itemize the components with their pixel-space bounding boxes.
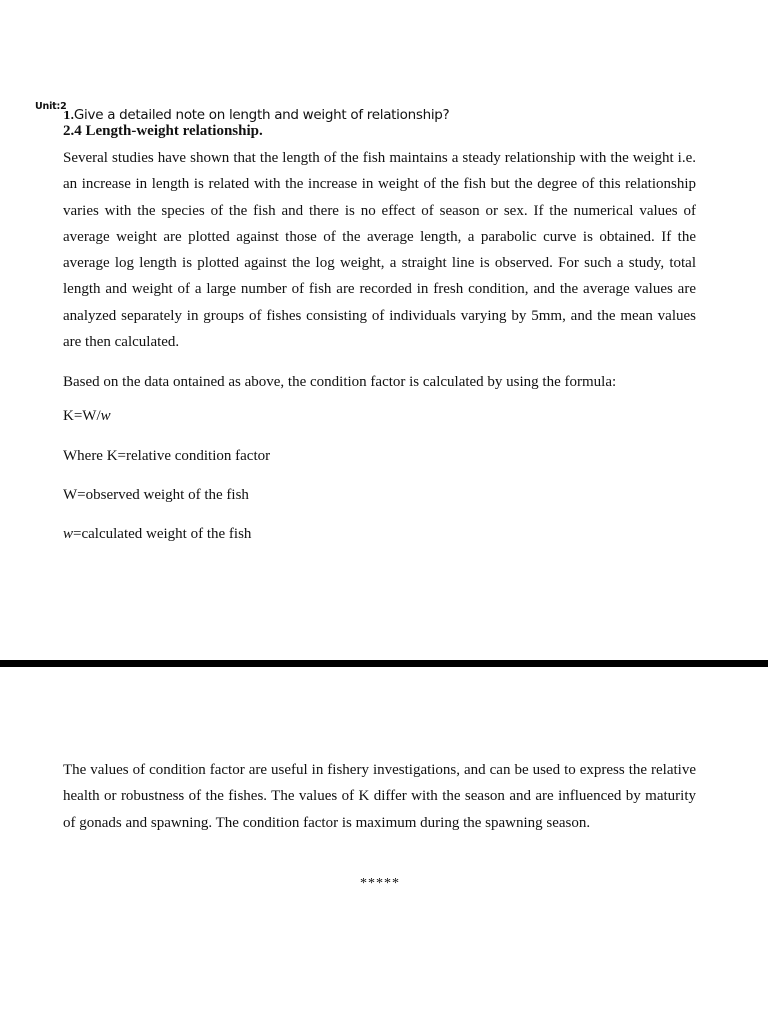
page-break-divider: [0, 660, 768, 667]
section-heading: 2.4 Length-weight relationship.: [63, 123, 263, 139]
calculated-weight-text: =calculated weight of the fish: [73, 526, 252, 542]
definition-calculated-weight: [63, 526, 251, 543]
end-of-section-marker: *****: [360, 876, 400, 891]
formula-lhs: K=W/: [63, 408, 101, 424]
definition-k: Where K=relative condition factor: [63, 448, 271, 464]
condition-factor-formula: [63, 408, 111, 425]
paragraph-condition-factor-intro: Based on the data ontained as above, the condition factor is calculated by using the formula:: [63, 374, 617, 390]
question-text: Give a detailed note on length and weight of relationship?: [73, 107, 450, 123]
question-heading: [63, 107, 449, 123]
paragraph-condition-factor-values: The values of condition factor are useful in fishery investigations, and can be used to express the relative health or robustness of the fishes. The values of K differ with the season and are influenced by maturity of gonads and spawning. The condition factor is maximum during the spawning season.: [63, 762, 696, 831]
question-number: 1.: [63, 109, 74, 122]
definition-observed-weight: W=observed weight of the fish: [63, 487, 249, 503]
formula-italic-w: w: [100, 408, 111, 424]
paragraph-length-weight: Several studies have shown that the length of the fish maintains a steady relationship with the weight i.e. an increase in length is related with the increase in weight of the fish but the degree of this relationship varies with the species of the fish and there is no effect of season or sex. If the numerical values of average weight are plotted against those of the average length, a parabolic curve is obtained. If the average log length is plotted against the log weight, a straight line is observed. For such a study, total length and weight of a large number of fish are recorded in fresh condition, and the average values are analyzed separately in groups of fishes consisting of individuals varying by 5mm, and the mean values are then calculated.: [63, 150, 696, 351]
calculated-weight-symbol: w: [63, 526, 74, 542]
unit-label: Unit:2: [35, 101, 67, 112]
